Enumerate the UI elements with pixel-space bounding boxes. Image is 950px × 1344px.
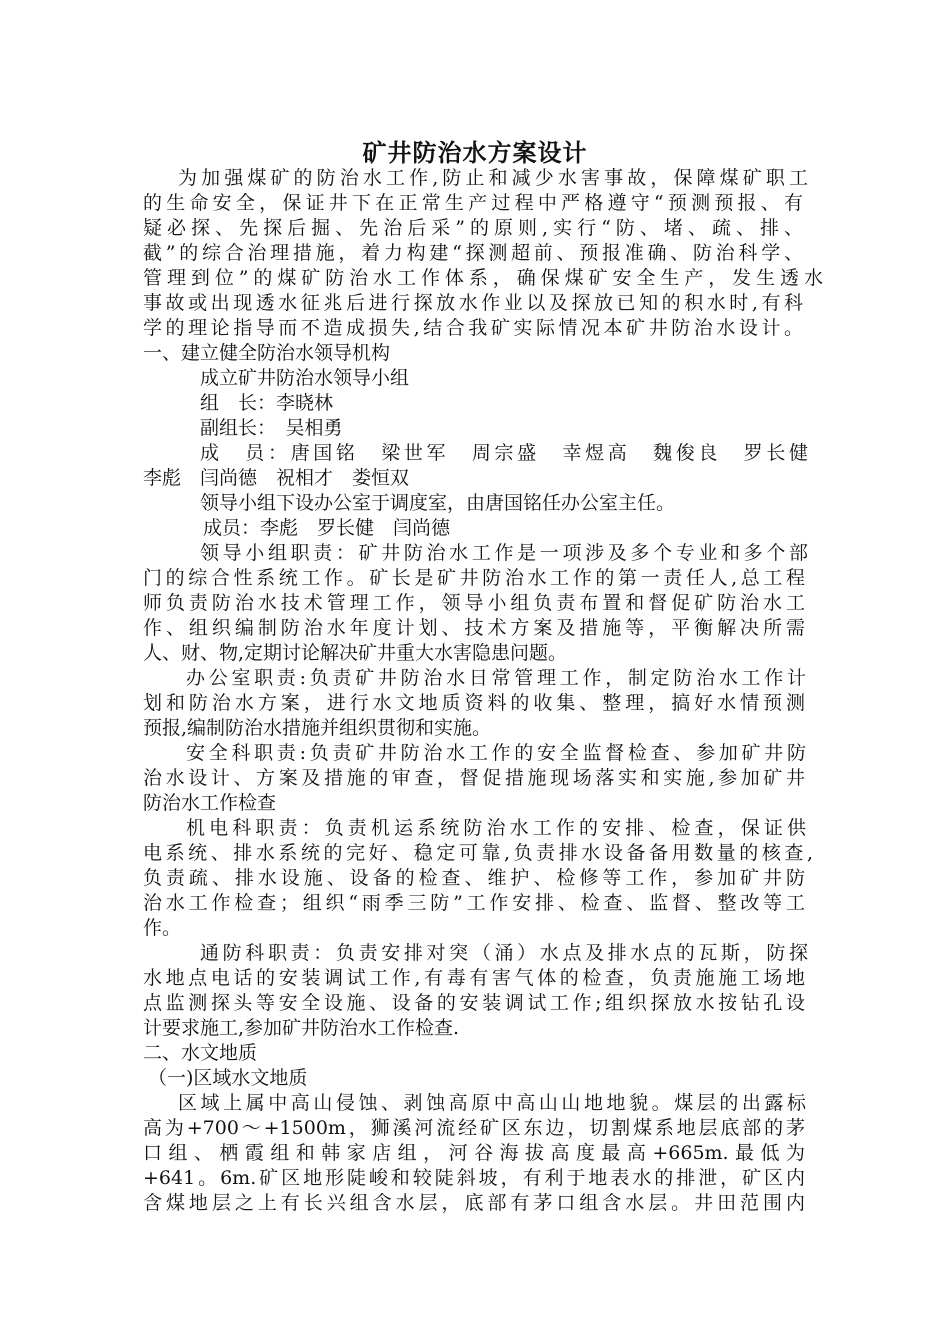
text-line: 治水工作检查；组织“雨季三防”工作安排、检查、监督、整改等工 (143, 892, 805, 914)
text-line: 安全科职责:负责矿井防治水工作的安全监督检查、参加矿井防 (186, 742, 806, 764)
text-line: 水地点电话的安装调试工作,有毒有害气体的检查，负责施施工场地 (143, 967, 805, 989)
text-line: 人、财、物,定期讨论解决矿井重大水害隐患问题。 (143, 642, 568, 664)
text-line: 区域上属中高山侵蚀、剥蚀高原中高山山地地貌。煤层的出露标 (178, 1092, 806, 1114)
text-line: 领导小组职责：矿井防治水工作是一项涉及多个专业和多个部 (200, 542, 808, 564)
text-line: 二、水文地质 (143, 1042, 258, 1064)
text-line: 成员：李彪 罗长健 闫尚德 (203, 517, 451, 539)
text-line: 一、建立健全防治水领导机构 (143, 342, 391, 364)
text-line: 作、组织编制防治水年度计划、技术方案及措施等，平衡解决所需 (143, 617, 805, 639)
text-line: 李彪 闫尚德 祝相才 娄恒双 (143, 467, 410, 489)
text-line: 负责疏、排水设施、设备的检查、维护、检修等工作，参加矿井防 (143, 867, 805, 889)
text-line: 预报,编制防治水措施并组织贯彻和实施。 (143, 717, 492, 739)
text-line: 成 员：唐国铭 梁世军 周宗盛 幸煜高 魏俊良 罗长健 (200, 442, 808, 464)
text-line: 含煤地层之上有长兴组含水层，底部有茅口组含水层。井田范围内 (143, 1192, 805, 1214)
text-line: 截”的综合治理措施，着力构建“探测超前、预报准确、防治科学、 (143, 242, 803, 264)
text-line: 口组、栖霞组和韩家店组，河谷海拔高度最高+665m.最低为 (143, 1142, 805, 1164)
text-line: 为加强煤矿的防治水工作,防止和减少水害事故，保障煤矿职工 (178, 167, 808, 189)
text-line: 治水设计、方案及措施的审查，督促措施现场落实和实施,参加矿井 (143, 767, 805, 789)
text-line: 防治水工作检查 (143, 792, 277, 814)
text-line: 作。 (143, 917, 182, 939)
text-line: 门的综合性系统工作。矿长是矿井防治水工作的第一责任人,总工程 (143, 567, 805, 589)
text-line: 的生命安全，保证井下在正常生产过程中严格遵守“预测预报、有 (143, 192, 803, 214)
text-line: 学的理论指导而不造成损失,结合我矿实际情况本矿井防治水设计。 (143, 317, 803, 339)
text-line: 办公室职责:负责矿井防治水日常管理工作，制定防治水工作计 (186, 667, 806, 689)
text-line: 领导小组下设办公室于调度室，由唐国铭任办公室主任。 (200, 492, 676, 514)
text-line: 机电科职责：负责机运系统防治水工作的安排、检查，保证供 (186, 817, 806, 839)
text-line: 划和防治水方案，进行水文地质资料的收集、整理，搞好水情预测 (143, 692, 805, 714)
text-line: 通防科职责：负责安排对突（涌）水点及排水点的瓦斯，防探 (200, 942, 808, 964)
document-title: 矿井防治水方案设计 (362, 139, 588, 167)
text-line: 管理到位”的煤矿防治水工作体系，确保煤矿安全生产，发生透水 (143, 267, 823, 289)
text-line: 电系统、排水系统的完好、稳定可靠,负责排水设备备用数量的核查, (143, 842, 813, 864)
text-line: 师负责防治水技术管理工作，领导小组负责布置和督促矿防治水工 (143, 592, 805, 614)
text-line: 点监测探头等安全设施、设备的安装调试工作;组织探放水按钻孔设 (143, 992, 805, 1014)
text-line: 计要求施工,参加矿井防治水工作检查. (143, 1017, 460, 1039)
text-line: +641。6m.矿区地形陡峻和较陡斜坡，有利于地表水的排泄，矿区内 (143, 1167, 805, 1189)
text-line: 成立矿井防治水领导小组 (200, 367, 410, 389)
text-line: 组 长：李晓林 (200, 392, 334, 414)
text-line: 疑必探、先探后掘、先治后采”的原则,实行“防、堵、疏、排、 (143, 217, 803, 239)
text-line: （一)区域水文地质 (148, 1067, 308, 1089)
text-line: 事故或出现透水征兆后进行探放水作业以及探放已知的积水时,有科 (143, 292, 803, 314)
text-line: 高为+700～+1500m，狮溪河流经矿区东边，切割煤系地层底部的茅 (143, 1117, 805, 1139)
text-line: 副组长： 吴相勇 (200, 417, 343, 439)
